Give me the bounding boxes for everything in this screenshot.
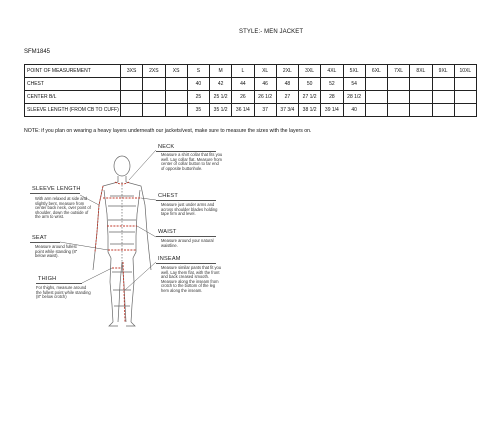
table-header-cell: 2XS: [143, 65, 165, 78]
table-header-cell: XS: [165, 65, 187, 78]
table-cell: 37 3/4: [276, 104, 298, 117]
seat-label: SEAT: [32, 235, 47, 241]
table-cell: 38 1/2: [299, 104, 321, 117]
table-cell: 25: [187, 91, 209, 104]
divider: [36, 283, 82, 284]
table-cell: 35 1/2: [210, 104, 232, 117]
table-cell: 26: [232, 91, 254, 104]
table-header-cell: 7XL: [388, 65, 410, 78]
table-header-cell: 3XS: [121, 65, 143, 78]
table-header-cell: 2XL: [276, 65, 298, 78]
table-cell: CHEST: [25, 78, 121, 91]
measurement-markers: [95, 182, 141, 322]
table-cell: 37: [254, 104, 276, 117]
table-cell: 39 1/4: [321, 104, 343, 117]
divider: [156, 200, 216, 201]
chest-description: Measure just under arms and across shoulder blades holding tape firm and level.: [161, 202, 218, 217]
divider: [30, 193, 80, 194]
table-cell: 35: [187, 104, 209, 117]
inseam-description: Measure similar pants that fit you well. Lay them flat, with the front and back creased smooth. Measure along the inseam from crotch to the bottom of the leg hem along the inseam.: [161, 265, 222, 293]
thigh-label: THIGH: [38, 276, 57, 282]
style-code: SFM1845: [24, 49, 51, 55]
table-cell: 28 1/2: [343, 91, 365, 104]
divider: [30, 242, 60, 243]
human-body-outline: [93, 156, 151, 326]
table-header-cell: 6XL: [365, 65, 387, 78]
neck-label: NECK: [158, 144, 175, 150]
table-header-cell: 9XL: [432, 65, 454, 78]
table-cell: 40: [187, 78, 209, 91]
table-header-cell: XL: [254, 65, 276, 78]
divider: [156, 236, 216, 237]
table-header-cell: 3XL: [299, 65, 321, 78]
table-cell: 46: [254, 78, 276, 91]
table-header-cell: 4XL: [321, 65, 343, 78]
table-cell: 27 1/2: [299, 91, 321, 104]
sleeve-length-label: SLEEVE LENGTH: [32, 186, 81, 192]
seat-description: Measure around fullest point while standing (8" below waist).: [35, 244, 78, 259]
divider: [156, 263, 216, 264]
table-cell: 48: [276, 78, 298, 91]
table-cell: 50: [299, 78, 321, 91]
table-header-cell: 5XL: [343, 65, 365, 78]
table-cell: 36 1/4: [232, 104, 254, 117]
table-cell: 28: [321, 91, 343, 104]
table-cell: 26 1/2: [254, 91, 276, 104]
table-header-cell: POINT OF MEASUREMENT: [25, 65, 121, 78]
table-cell: 27: [276, 91, 298, 104]
table-header-cell: 8XL: [410, 65, 432, 78]
table-cell: 40: [343, 104, 365, 117]
table-cell: 52: [321, 78, 343, 91]
neck-description: Measure a shirt collar that fits you well. Lay collar flat. Measure from center of collar button to far end of opposite buttonhole.: [161, 152, 223, 171]
table-cell: 44: [232, 78, 254, 91]
table-cell: 42: [210, 78, 232, 91]
table-header-cell: L: [232, 65, 254, 78]
table-cell: 25 1/2: [210, 91, 232, 104]
thigh-description: For thighs, measure around the fullest point while standing (8" below crotch): [36, 285, 91, 300]
inseam-label: INSEAM: [158, 256, 181, 262]
table-cell: SLEEVE LENGTH (FROM CB TO CUFF): [25, 104, 121, 117]
sleeve-length-description: With arm relaxed at side and slightly bent, measure from center back neck, over point of shoulder, down the outside of the arm to wrist.: [35, 196, 91, 220]
table-cell: 54: [343, 78, 365, 91]
table-cell: CENTER B/L: [25, 91, 121, 104]
chest-label: CHEST: [158, 193, 178, 199]
waist-description: Measure around your natural waistline.: [161, 238, 214, 248]
table-header-cell: S: [187, 65, 209, 78]
page-title: STYLE:- MEN JACKET: [239, 29, 304, 35]
layering-note: NOTE: if you plan on wearing a heavy layers underneath our jackets/vest, make sure to measure the sizes with the layers on.: [24, 128, 312, 134]
table-header-cell: 10XL: [454, 65, 476, 78]
waist-label: WAIST: [158, 229, 177, 235]
table-header-cell: M: [210, 65, 232, 78]
